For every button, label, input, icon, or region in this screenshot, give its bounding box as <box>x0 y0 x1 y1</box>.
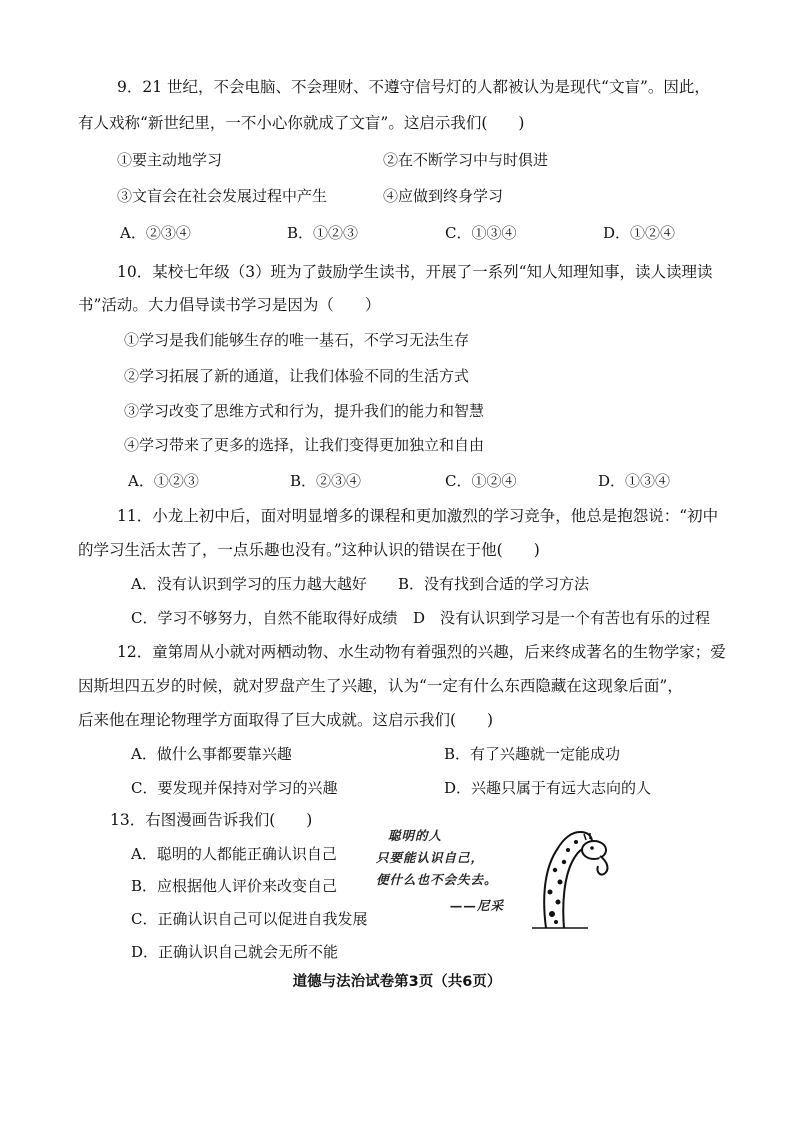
q11-option-d[interactable]: D 没有认识到学习是一个有苦也有乐的过程 <box>413 609 711 627</box>
q13-option-a[interactable]: A．聪明的人都能正确认识自己 <box>131 845 337 863</box>
q9-statement-1: ①要主动地学习 <box>117 151 223 169</box>
q10-stem-line1: 10．某校七年级（3）班为了鼓励学生读书，开展了一系列“知人知理知事，读人读理读 <box>117 263 713 281</box>
cartoon-caption-line2: 只要能认识自己， <box>376 850 485 865</box>
q12-stem-line2: 因斯坦四五岁的时候，就对罗盘产生了兴趣，认为“一定有什么东西隐藏在这现象后面”， <box>78 677 683 695</box>
giraffe-icon <box>528 818 618 930</box>
q9-stem-line1: 9．21 世纪，不会电脑、不会理财、不遵守信号灯的人都被认为是现代“文盲”。因此， <box>117 78 710 96</box>
q9-option-a[interactable]: A．②③④ <box>120 224 191 242</box>
q10-option-c[interactable]: C．①②④ <box>445 472 517 490</box>
cartoon-caption-author: ——尼采 <box>450 898 505 913</box>
q12-option-d[interactable]: D．兴趣只属于有远大志向的人 <box>444 779 652 797</box>
q9-stem-line2: 有人戏称“新世纪里，一不小心你就成了文盲”。这启示我们( ) <box>78 114 525 132</box>
q12-option-c[interactable]: C．要发现并保持对学习的兴趣 <box>131 779 338 797</box>
q12-stem-line1: 12．童第周从小就对两栖动物、水生动物有着强烈的兴趣，后来终成著名的生物学家；爱 <box>117 643 726 661</box>
q12-stem-line3: 后来他在理论物理学方面取得了巨大成就。这启示我们( ) <box>78 711 494 729</box>
q9-option-c[interactable]: C．①③④ <box>445 224 517 242</box>
q10-statement-1: ①学习是我们能够生存的唯一基石，不学习无法生存 <box>124 331 470 349</box>
q10-option-b[interactable]: B．②③④ <box>290 472 362 490</box>
q10-option-d[interactable]: D．①③④ <box>598 472 671 490</box>
q9-statement-3: ③文盲会在社会发展过程中产生 <box>117 187 328 205</box>
q11-option-b[interactable]: B．没有找到合适的学习方法 <box>398 575 590 593</box>
q12-option-a[interactable]: A．做什么事都要靠兴趣 <box>131 745 292 763</box>
cartoon-caption-line3: 便什么也不会失去。 <box>376 872 498 887</box>
cartoon-caption-line1: 聪明的人 <box>388 828 443 843</box>
q13-option-c[interactable]: C．正确认识自己可以促进自我发展 <box>131 910 368 928</box>
q10-statement-4: ④学习带来了更多的选择，让我们变得更加独立和自由 <box>124 436 485 454</box>
q10-statement-2: ②学习拓展了新的通道，让我们体验不同的生活方式 <box>124 367 470 385</box>
q13-option-d[interactable]: D．正确认识自己就会无所不能 <box>131 943 339 961</box>
q12-option-b[interactable]: B．有了兴趣就一定能成功 <box>444 745 621 763</box>
q10-statement-3: ③学习改变了思维方式和行为，提升我们的能力和智慧 <box>124 402 485 420</box>
q13-option-b[interactable]: B．应根据他人评价来改变自己 <box>131 877 338 895</box>
q10-stem-line2: 书”活动。大力倡导读书学习是因为（ ） <box>78 296 381 314</box>
q9-option-b[interactable]: B．①②③ <box>287 224 359 242</box>
q9-statement-4: ④应做到终身学习 <box>383 187 504 205</box>
q13-stem: 13．右图漫画告诉我们( ) <box>110 811 313 829</box>
q9-option-d[interactable]: D．①②④ <box>603 224 676 242</box>
q11-option-a[interactable]: A．没有认识到学习的压力越大越好 <box>131 575 367 593</box>
giraffe-cartoon <box>370 818 710 930</box>
page-footer: 道德与法治试卷第3页（共6页） <box>292 974 502 990</box>
q11-stem-line2: 的学习生活太苦了，一点乐趣也没有。”这种认识的错误在于他( ) <box>78 541 540 559</box>
q10-option-a[interactable]: A．①②③ <box>128 472 199 490</box>
q9-statement-2: ②在不断学习中与时俱进 <box>383 151 549 169</box>
q11-option-c[interactable]: C．学习不够努力，自然不能取得好成绩 <box>131 609 398 627</box>
q11-stem-line1: 11．小龙上初中后，面对明显增多的课程和更加激烈的学习竞争，他总是抱怨说：“初中 <box>117 507 719 525</box>
